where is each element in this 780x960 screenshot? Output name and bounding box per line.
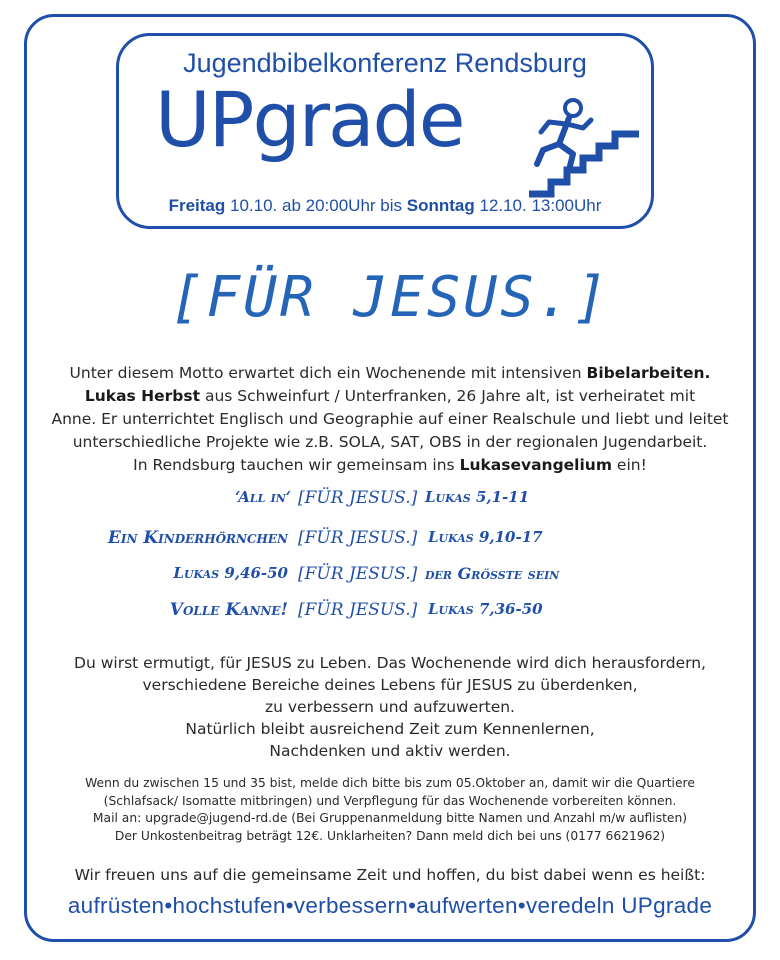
motto-heading: [FÜR JESUS.] <box>169 265 611 330</box>
session-title: ‘All in‘ <box>235 488 291 506</box>
session-reference: Lukas 5,1-11 <box>425 488 530 506</box>
session-row <box>0 600 780 628</box>
info-line: Der Unkostenbeitrag beträgt 12€. Unklarheiten? Dann meld dich bei uns (0177 6621962) <box>114 828 666 843</box>
session-title: Volle Kanne! <box>169 600 288 620</box>
intro-line-4: unterschiedliche Projekte wie z.B. SOLA, SAT, OBS in der regionalen Jugendarbeit. <box>72 433 708 451</box>
intro-text-span: Unter diesem Motto erwartet dich ein Wochenende mit intensiven <box>69 364 587 382</box>
bold-term: Lukasevangelium <box>459 456 612 474</box>
session-row <box>0 564 780 592</box>
info-line: Wenn du zwischen 15 und 35 bist, melde dich bitte bis zum 05.Oktober an, damit wir die Quartiere <box>85 776 695 790</box>
body-line: Nachdenken und aktiv werden. <box>269 742 511 760</box>
start-time: 10.10. ab 20:00Uhr bis <box>225 196 407 215</box>
event-dates <box>119 196 651 216</box>
end-day: Sonntag <box>406 196 475 215</box>
body-line: verschiedene Bereiche deines Lebens für JESUS zu überdenken, <box>142 676 638 694</box>
closing-text: Wir freuen uns auf die gemeinsame Zeit und hoffen, du bist dabei wenn es heißt: <box>74 866 706 884</box>
intro-line-2 <box>40 385 740 408</box>
info-line: (Schlafsack/ Isomatte mitbringen) und Verpflegung für das Wochenende vorbereiten können. <box>103 793 677 808</box>
session-row <box>0 488 780 516</box>
conference-title: Jugendbibelkonferenz Rendsburg <box>183 48 587 78</box>
session-motto: [FÜR JESUS.] <box>298 600 418 620</box>
intro-text <box>40 362 740 477</box>
registration-info <box>30 775 750 845</box>
body-line: Du wirst ermutigt, für JESUS zu Leben. Das Wochenende wird dich herausfordern, <box>74 654 706 672</box>
intro-line-1 <box>40 362 740 385</box>
session-row <box>0 528 780 556</box>
intro-line-5 <box>40 454 740 477</box>
intro-line-3: Anne. Er unterrichtet Englisch und Geographie auf einer Realschule und liebt und leitet <box>51 410 729 428</box>
brand-title: UPgrade <box>155 75 464 164</box>
intro-text-span: ein! <box>612 456 647 474</box>
slogan: aufrüsten•hochstufen•verbessern•aufwerten•veredeln UPgrade <box>67 893 713 918</box>
start-day: Freitag <box>168 196 226 215</box>
header-box <box>116 33 654 229</box>
stair-runner-icon <box>529 98 649 198</box>
session-motto: [FÜR JESUS.] <box>298 488 418 508</box>
session-motto: [FÜR JESUS.] <box>298 564 418 584</box>
session-reference: Lukas 9,10-17 <box>428 528 543 546</box>
session-title: der Größte sein <box>425 564 560 583</box>
info-line: Mail an: upgrade@jugend-rd.de (Bei Gruppenanmeldung bitte Namen und Anzahl m/w auflisten) <box>92 811 688 825</box>
body-line: zu verbessern und aufzuwerten. <box>265 698 515 716</box>
intro-text-span: aus Schweinfurt / Unterfranken, 26 Jahre alt, ist verheiratet mit <box>200 387 696 405</box>
session-reference: Lukas 9,46-50 <box>173 564 288 582</box>
session-title: Ein Kinderhörnchen <box>107 528 288 548</box>
session-motto: [FÜR JESUS.] <box>298 528 418 548</box>
intro-text-span: In Rendsburg tauchen wir gemeinsam ins <box>133 456 460 474</box>
body-line: Natürlich bleibt ausreichend Zeit zum Kennenlernen, <box>185 720 595 738</box>
session-reference: Lukas 7,36-50 <box>428 600 543 618</box>
bold-term: Bibelarbeiten. <box>586 364 711 382</box>
speaker-name: Lukas Herbst <box>84 387 201 405</box>
body-text <box>40 652 740 762</box>
end-time: 12.10. 13:00Uhr <box>474 196 602 215</box>
